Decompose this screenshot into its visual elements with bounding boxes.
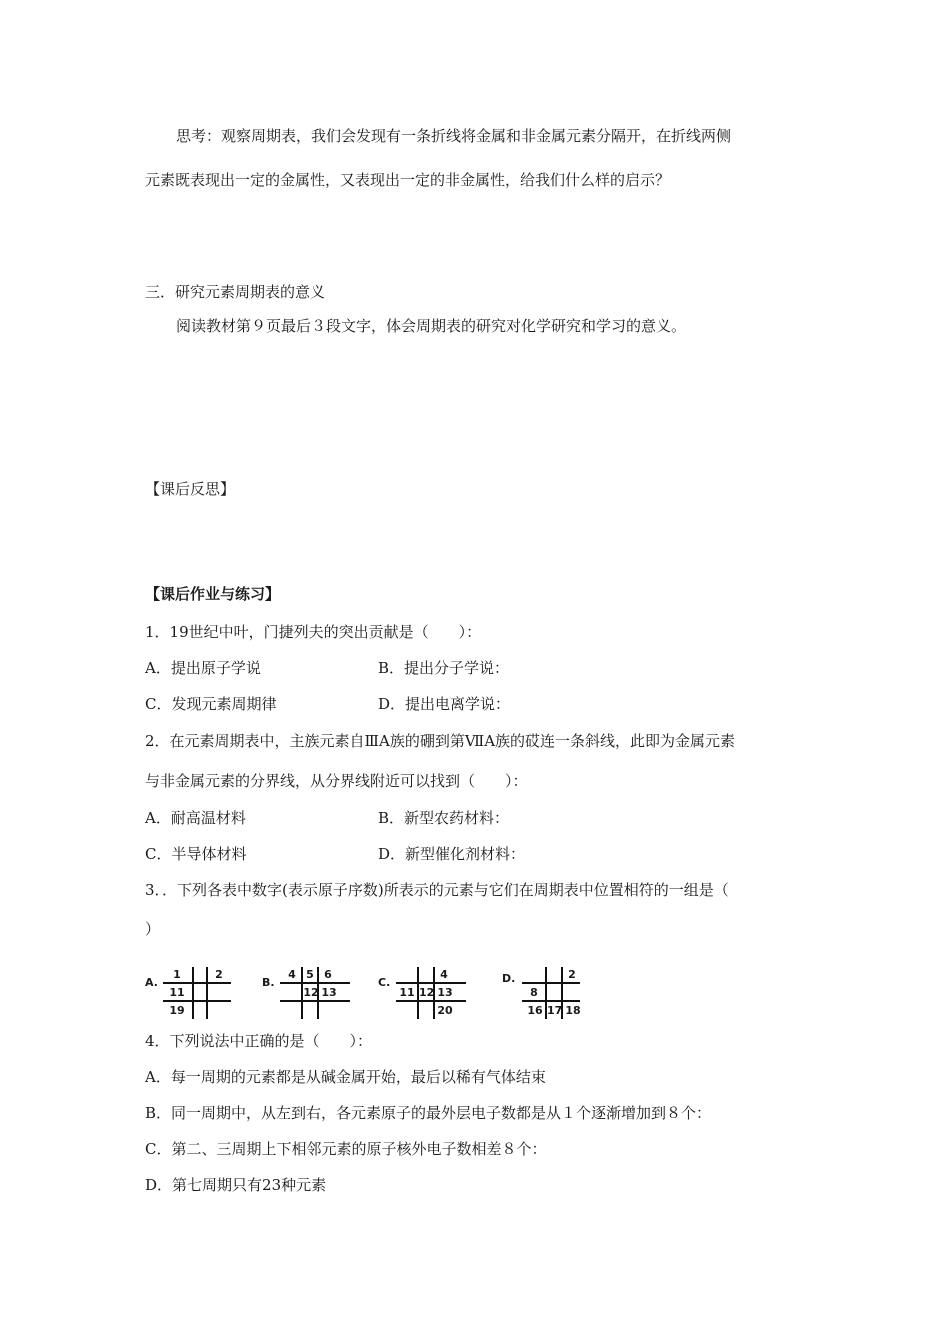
homework-heading: 【课后作业与练习】 <box>145 585 281 603</box>
section-3-text: 阅读教材第９页最后３段文字，体会周期表的研究对化学研究和学习的意义。 <box>176 317 687 335</box>
q3-grid-b-number: 5 <box>306 968 314 981</box>
q3-grid-a-label: A. <box>145 976 158 989</box>
q3-grid-d-label: D. <box>502 972 516 985</box>
reflection-heading: 【课后反思】 <box>145 480 236 498</box>
q3-grid-c-number: 20 <box>437 1004 453 1017</box>
q3-grid-c-number: 11 <box>399 986 415 999</box>
q4-option-d: D．第七周期只有23种元素 <box>145 1176 327 1194</box>
q3-grid-c-label: C. <box>378 976 391 989</box>
q2-option-b: B．新型农药材料： <box>378 809 510 827</box>
q3-grid-a-number: 2 <box>215 968 223 981</box>
q3-grid-c <box>378 963 470 1023</box>
q2-option-c: C．半导体材料 <box>145 845 247 863</box>
q1-option-d: D．提出电离学说： <box>378 695 511 713</box>
q3-grid-a <box>145 963 235 1023</box>
q1-stem: 1．19世纪中叶，门捷列夫的突出贡献是（ ）： <box>145 623 482 641</box>
q3-grid-b-number: 12 <box>303 986 319 999</box>
q2-stem-line-1: 2．在元素周期表中，主族元素自ⅢA族的硼到第ⅦA族的砹连一条斜线，此即为金属元素 <box>145 732 736 750</box>
q3-grid-d-number: 18 <box>565 1004 581 1017</box>
q3-grid-b <box>262 963 354 1023</box>
q3-grid-c-number: 4 <box>440 968 448 981</box>
q4-option-c: C．第二、三周期上下相邻元素的原子核外电子数相差８个： <box>145 1140 547 1158</box>
q1-option-a: A．提出原子学说 <box>145 659 261 677</box>
q3-grid-d-number: 17 <box>547 1004 563 1017</box>
section-3-heading: 三．研究元素周期表的意义 <box>145 283 326 301</box>
q1-option-b: B．提出分子学说： <box>378 659 510 677</box>
q3-grid-b-number: 13 <box>321 986 337 999</box>
q4-option-b: B．同一周期中，从左到右，各元素原子的最外层电子数都是从１个逐渐增加到８个： <box>145 1104 712 1122</box>
q3-grid-d-number: 16 <box>527 1004 543 1017</box>
q3-grid-b-number: 6 <box>324 968 332 981</box>
q3-grid-d <box>502 963 592 1023</box>
q2-option-a: A．耐高温材料 <box>145 809 246 827</box>
q1-option-c: C．发现元素周期律 <box>145 695 277 713</box>
q3-grid-c-number: 12 <box>419 986 435 999</box>
q3-grid-d-number: 2 <box>568 968 576 981</box>
q3-grid-a-number: 11 <box>169 986 185 999</box>
think-line-2: 元素既表现出一定的金属性，又表现出一定的非金属性，给我们什么样的启示？ <box>145 171 671 189</box>
q3-grid-d-number: 8 <box>530 986 538 999</box>
q4-option-a: A．每一周期的元素都是从碱金属开始，最后以稀有气体结束 <box>145 1068 546 1086</box>
q4-stem: 4．下列说法中正确的是（ ）： <box>145 1032 373 1050</box>
q2-option-d: D．新型催化剂材料： <box>378 845 526 863</box>
q3-grid-b-number: 4 <box>288 968 296 981</box>
q3-grid-a-number: 1 <box>173 968 181 981</box>
q3-grid-c-number: 13 <box>437 986 453 999</box>
q3-grid-b-label: B. <box>262 976 275 989</box>
q3-stem-line-1: 3．．下列各表中数字(表示原子序数)所表示的元素与它们在周期表中位置相符的一组是（ <box>145 881 729 899</box>
think-line-1: 思考：观察周期表，我们会发现有一条折线将金属和非金属元素分隔开，在折线两侧 <box>176 127 732 145</box>
q3-grid-a-number: 19 <box>169 1004 185 1017</box>
q2-stem-line-2: 与非金属元素的分界线，从分界线附近可以找到（ ）： <box>145 772 528 790</box>
q3-stem-line-2: ） <box>145 920 161 938</box>
